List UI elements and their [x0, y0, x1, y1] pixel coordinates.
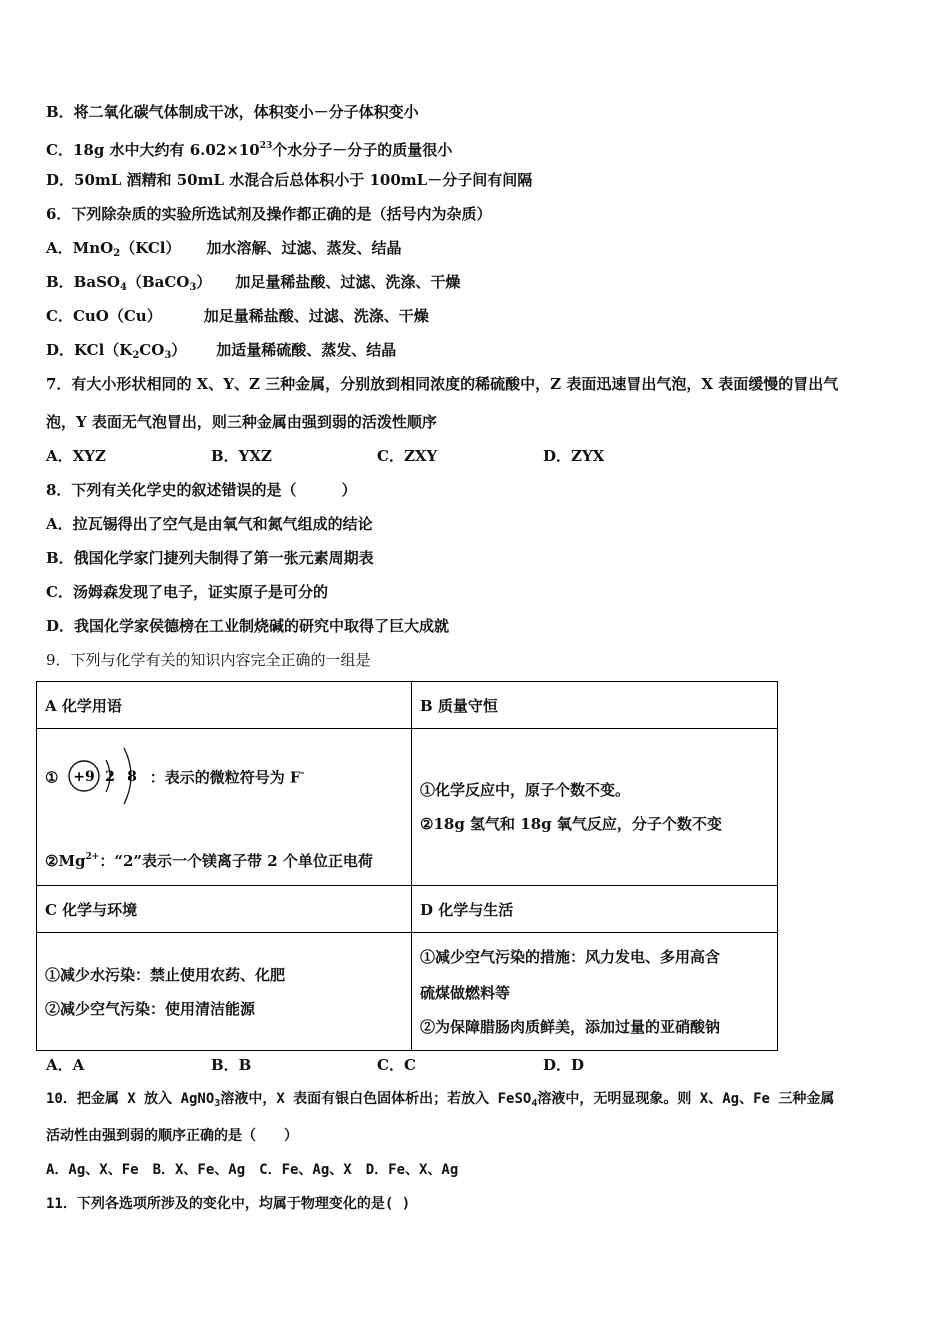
- atom-structure-diagram: [64, 744, 150, 813]
- q9-option-d: D．D: [543, 1056, 585, 1074]
- q9-stem: 9．下列与化学有关的知识内容完全正确的一组是: [46, 651, 371, 669]
- svg-text:+9: +9: [72, 768, 95, 785]
- q5-option-d: D．50mL 酒精和 50mL 水混合后总体积小于 100mL－分子间有间隔: [46, 171, 533, 189]
- q9-option-c: C．C: [377, 1056, 416, 1074]
- q9-c-item1: ①减少水污染：禁止使用农药、化肥: [45, 965, 286, 984]
- q8-option-a: A．拉瓦锡得出了空气是由氧气和氮气组成的结论: [46, 515, 373, 533]
- q6-option-b: B．BaSO$_4$（BaCO$_3$） 加足量稀盐酸、过滤、洗涤、干燥: [46, 273, 461, 293]
- svg-text:2: 2: [104, 768, 115, 785]
- q9-a-item2: $②Mg^{2+}$：“2”表示一个镁离子带 2 个单位正电荷: [45, 851, 373, 870]
- q7-option-b: B．YXZ: [211, 447, 272, 465]
- q9-cell-c-head: C 化学与环境: [37, 886, 412, 933]
- q10-options: A．Ag、X、Fe B．X、Fe、Ag C．Fe、Ag、X D．Fe、X、Ag: [46, 1162, 459, 1178]
- q7-stem-line1: 7．有大小形状相同的 X、Y、Z 三种金属，分别放到相同浓度的稀硫酸中，Z 表面迅速冒出气泡，X 表面缓慢的冒出气: [46, 375, 839, 393]
- q7-option-c: C．ZXY: [377, 447, 438, 465]
- q8-stem: 8．下列有关化学史的叙述错误的是（ ）: [46, 481, 357, 499]
- q6-option-a: A．MnO$_2$（KCl） 加水溶解、过滤、蒸发、结晶: [46, 239, 402, 259]
- q5-option-b: B．将二氧化碳气体制成干冰，体积变小－分子体积变小: [46, 103, 419, 121]
- q9-b-item2: ②18g 氢气和 18g 氧气反应，分子个数不变: [420, 815, 722, 833]
- q7-stem-line2: 泡，Y 表面无气泡冒出，则三种金属由强到弱的活泼性顺序: [46, 413, 437, 431]
- q9-d-item1b: 硫煤做燃料等: [420, 983, 511, 1002]
- q9-cell-a-head: A 化学用语: [37, 682, 412, 729]
- q9-a-item1: ① +9 2 8 ：表示的微粒符号为 F-: [45, 744, 403, 813]
- q9-cell-d-body: [412, 933, 778, 1051]
- q10-stem-line2: 活动性由强到弱的顺序正确的是（ ）: [46, 1128, 298, 1144]
- q8-option-d: D．我国化学家侯德榜在工业制烧碱的研究中取得了巨大成就: [46, 617, 450, 635]
- q9-option-a: A．A: [46, 1056, 85, 1074]
- q6-stem: 6．下列除杂质的实验所选试剂及操作都正确的是（括号内为杂质）: [46, 205, 492, 223]
- q9-cell-b-head: B 质量守恒: [412, 682, 778, 729]
- q9-b-item1: ①化学反应中，原子个数不变。: [420, 781, 631, 799]
- q11-stem: 11．下列各选项所涉及的变化中，均属于物理变化的是( ): [46, 1196, 411, 1212]
- q9-cell-a-body: [37, 729, 412, 886]
- q8-option-b: B．俄国化学家门捷列夫制得了第一张元素周期表: [46, 549, 374, 567]
- q9-table: [36, 681, 778, 1051]
- q9-cell-b-body: [412, 729, 778, 886]
- q9-cell-c-body: [37, 933, 412, 1051]
- q9-c-item2: ②减少空气污染：使用清洁能源: [45, 999, 256, 1018]
- q6-option-c: C．CuO（Cu） 加足量稀盐酸、过滤、洗涤、干燥: [46, 307, 429, 325]
- q5-option-c: C．18g 水中大约有 $6.02\times 10^{23}$个水分子－分子的质量很小: [46, 141, 453, 159]
- q6-option-d: D．$KCl(K_2CO_3)$ 加适量稀硫酸、蒸发、结晶: [46, 341, 397, 361]
- q7-option-a: A．XYZ: [46, 447, 106, 465]
- q9-cell-d-head: D 化学与生活: [412, 886, 778, 933]
- q10-stem-line1: 10．把金属 X 放入 AgNO$_3$溶液中，X 表面有银白色固体析出；若放入 FeSO$_4$溶液中，无明显现象。则 X、Ag、Fe 三种金属: [46, 1091, 835, 1109]
- q9-d-item2: ②为保障腊肠肉质鲜美，添加过量的亚硝酸钠: [420, 1017, 721, 1036]
- q9-option-b: B．B: [211, 1056, 252, 1074]
- q7-option-d: D．ZYX: [543, 447, 605, 465]
- svg-text:8: 8: [126, 768, 137, 785]
- q8-option-c: C．汤姆森发现了电子，证实原子是可分的: [46, 583, 328, 601]
- q9-d-item1a: ①减少空气污染的措施：风力发电、多用高含: [420, 947, 721, 966]
